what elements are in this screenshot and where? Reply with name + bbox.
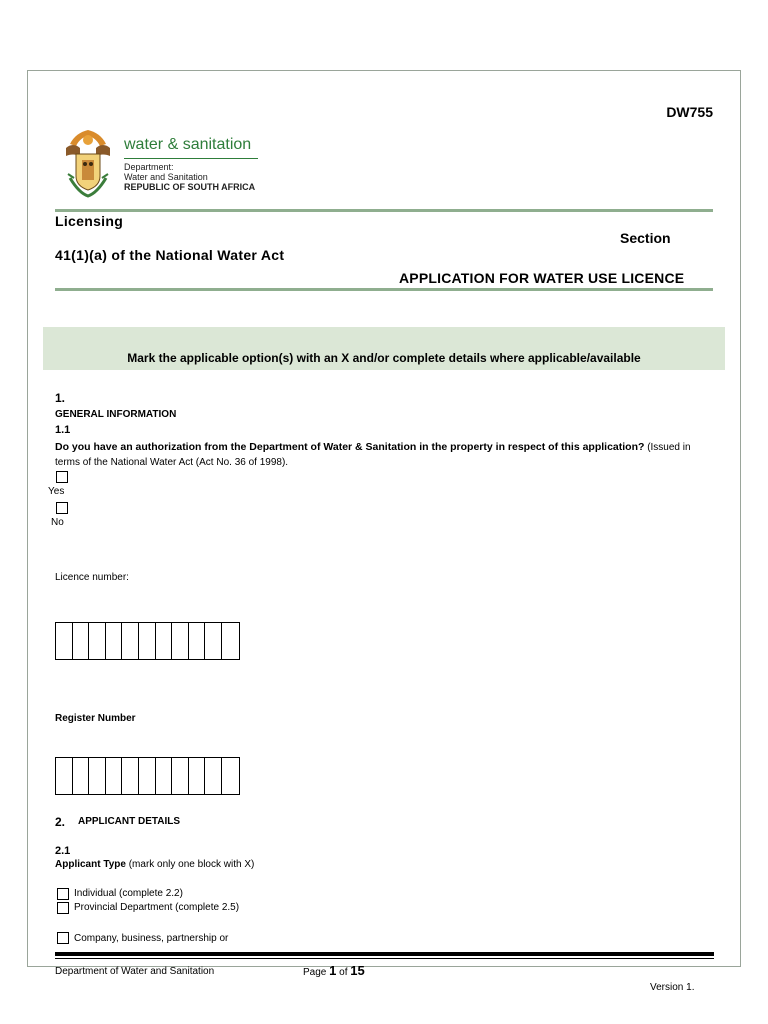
logo-line-country: REPUBLIC OF SOUTH AFRICA — [124, 182, 256, 192]
company-label: Company, business, partnership or — [74, 933, 229, 944]
footer-rule-thick — [55, 952, 714, 956]
department-logo — [60, 124, 290, 200]
no-checkbox[interactable] — [56, 502, 68, 514]
section-label: Section — [620, 230, 671, 246]
no-label: No — [51, 517, 64, 528]
company-checkbox[interactable] — [57, 932, 69, 944]
section2-number: 2. — [55, 815, 66, 829]
section1-title: GENERAL INFORMATION — [55, 409, 177, 420]
licence-number-label: Licence number: — [55, 572, 129, 583]
instruction-band — [43, 327, 725, 370]
applicant-type-label: Applicant Type — [55, 859, 126, 870]
section1-number: 1. — [55, 391, 66, 405]
form-code: DW755 — [666, 104, 713, 120]
of-word: of — [339, 967, 348, 978]
logo-line-department: Department: — [124, 162, 174, 172]
section2-sub-number: 2.1 — [55, 845, 71, 857]
instruction-text: Mark the applicable option(s) with an X and/or complete details where applicable/available — [127, 351, 641, 365]
licence-number-field[interactable] — [55, 622, 240, 660]
footer-department: Department of Water and Sanitation — [55, 966, 215, 977]
question-text: Do you have an authorization from the Department of Water & Sanitation in the property in respect of this application? — [55, 441, 645, 453]
application-title: APPLICATION FOR WATER USE LICENCE — [399, 270, 685, 286]
individual-label: Individual (complete 2.2) — [74, 888, 183, 899]
footer-rule-thin — [55, 958, 714, 959]
licensing-label: Licensing — [55, 213, 124, 229]
version-label: Version 1. — [650, 982, 695, 993]
coat-of-arms-icon — [60, 126, 116, 198]
question-note: (Issued in terms of the National Water Act (Act No. 36 of 1998). — [55, 442, 691, 468]
yes-checkbox[interactable] — [56, 471, 68, 483]
total-pages: 15 — [350, 963, 365, 978]
individual-checkbox[interactable] — [57, 888, 69, 900]
header-top-rule — [55, 209, 713, 212]
section2-title: APPLICANT DETAILS — [78, 816, 181, 827]
page-word: Page — [303, 967, 327, 978]
page-indicator — [303, 963, 365, 978]
logo-line-water-sanitation: Water and Sanitation — [124, 172, 208, 182]
authorization-question — [55, 440, 715, 470]
provincial-department-label: Provincial Department (complete 2.5) — [74, 902, 240, 913]
logo-title: water & sanitation — [124, 136, 252, 153]
act-reference: 41(1)(a) of the National Water Act — [55, 247, 285, 263]
yes-label: Yes — [48, 486, 65, 497]
header-bottom-rule — [55, 288, 713, 291]
page-border — [27, 70, 741, 967]
provincial-department-checkbox[interactable] — [57, 902, 69, 914]
question-number: 1.1 — [55, 424, 71, 436]
register-number-label: Register Number — [55, 713, 136, 724]
applicant-type-heading — [55, 859, 254, 870]
logo-rule — [124, 158, 258, 159]
register-number-field[interactable] — [55, 757, 240, 795]
current-page: 1 — [329, 963, 337, 978]
applicant-type-note: (mark only one block with X) — [128, 859, 255, 870]
